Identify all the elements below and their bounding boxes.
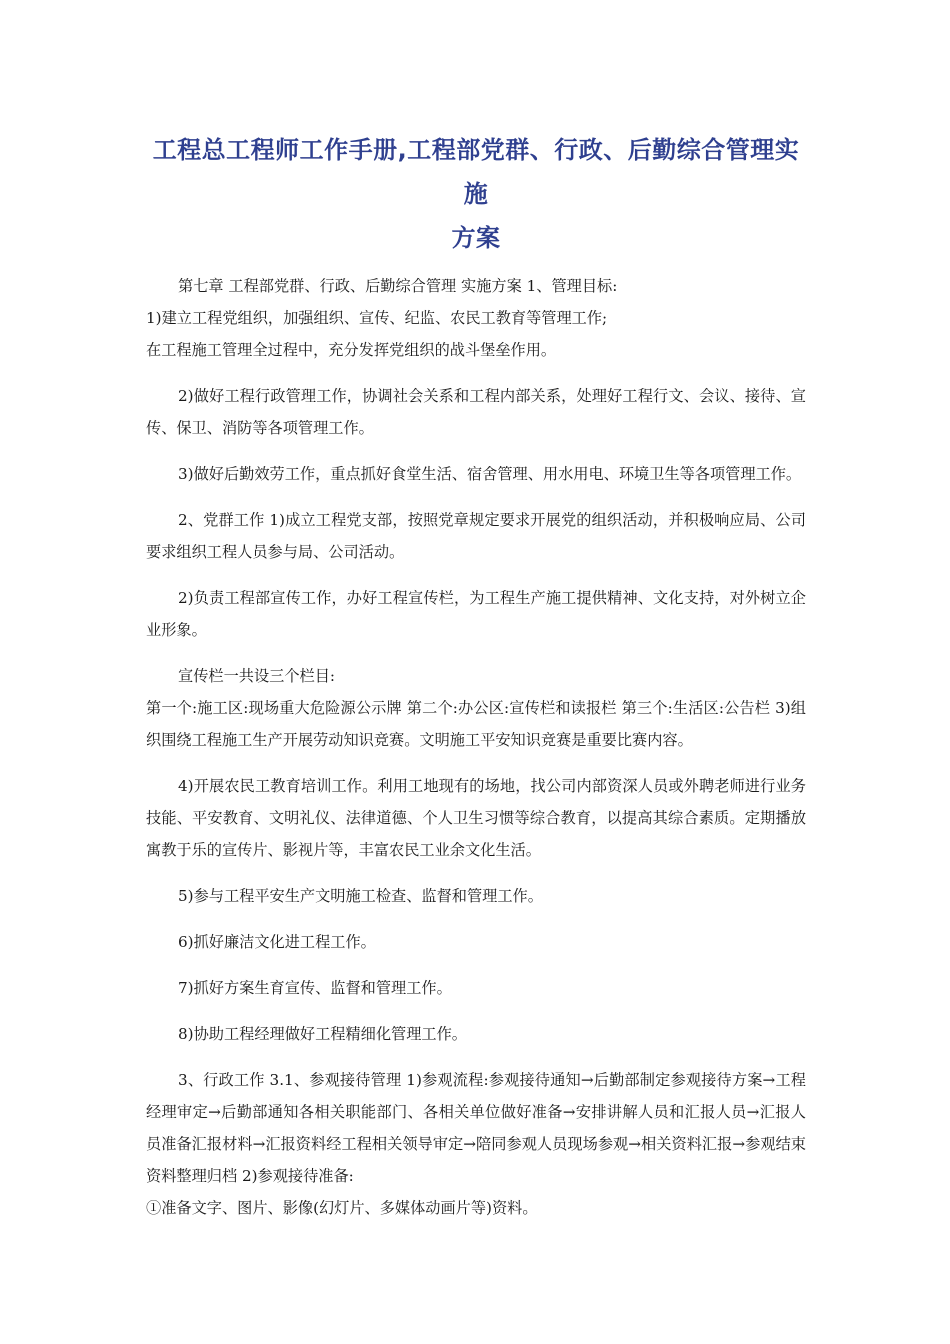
paragraph-family-planning: 7)抓好方案生育宣传、监督和管理工作。	[178, 979, 452, 997]
paragraph-logistics-service: 3)做好后勤效劳工作，重点抓好食堂生活、宿舍管理、用水用电、环境卫生等各项管理工作。	[178, 465, 802, 483]
paragraph-safety-inspection: 5)参与工程平安生产文明施工检查、监督和管理工作。	[178, 887, 543, 905]
paragraph-admin-management: 2)做好工程行政管理工作，协调社会关系和工程内部关系，处理好工程行文、会议、接待、宣传、保卫、消防等各项管理工作。	[146, 387, 806, 437]
title-line-2: 方案	[451, 224, 501, 252]
document-title	[146, 128, 806, 260]
paragraph-bulletin-columns: 第一个:施工区:现场重大危险源公示牌 第二个:办公区:宣传栏和读报栏 第三个:生活区:公告栏 3)组织围绕工程施工生产开展劳动知识竞赛。文明施工平安知识竞赛是重要比赛内容。	[146, 699, 806, 749]
paragraph-party-work: 2、党群工作 1)成立工程党支部，按照党章规定要求开展党的组织活动，并积极响应局、公司要求组织工程人员参与局、公司活动。	[146, 511, 806, 561]
paragraph-integrity-culture: 6)抓好廉洁文化进工程工作。	[178, 933, 376, 951]
paragraph-fortress-role: 在工程施工管理全过程中，充分发挥党组织的战斗堡垒作用。	[146, 341, 557, 359]
paragraph-party-organization: 1)建立工程党组织，加强组织、宣传、纪监、农民工教育等管理工作;	[146, 309, 608, 327]
paragraph-management-goal: 第七章 工程部党群、行政、后勤综合管理 实施方案 1、管理目标:	[178, 277, 618, 295]
paragraph-publicity: 2)负责工程部宣传工作，办好工程宣传栏，为工程生产施工提供精神、文化支持，对外树立企业形象。	[146, 589, 806, 639]
paragraph-refined-management: 8)协助工程经理做好工程精细化管理工作。	[178, 1025, 467, 1043]
title-line-1: 工程总工程师工作手册,工程部党群、行政、后勤综合管理实施	[152, 136, 800, 208]
paragraph-visit-reception: 3、行政工作 3.1、参观接待管理 1)参观流程:参观接待通知→后勤部制定参观接待方案→工程经理审定→后勤部通知各相关职能部门、各相关单位做好准备→安排讲解人员和汇报人员→汇报人员准备汇报材料→汇报资料经工程相关领导审定→陪同参观人员现场参观→相关资料汇报→参观结束资料整理归档 2)参观接待准备:	[146, 1071, 806, 1185]
document-body	[146, 270, 806, 1224]
paragraph-bulletin-board: 宣传栏一共设三个栏目:	[178, 667, 335, 685]
paragraph-visit-materials: ①准备文字、图片、影像(幻灯片、多媒体动画片等)资料。	[146, 1199, 538, 1217]
paragraph-worker-training: 4)开展农民工教育培训工作。利用工地现有的场地，找公司内部资深人员或外聘老师进行业务技能、平安教育、文明礼仪、法律道德、个人卫生习惯等综合教育，以提高其综合素质。定期播放寓教于乐的宣传片、影视片等，丰富农民工业余文化生活。	[146, 777, 806, 859]
document-page	[146, 128, 806, 1224]
